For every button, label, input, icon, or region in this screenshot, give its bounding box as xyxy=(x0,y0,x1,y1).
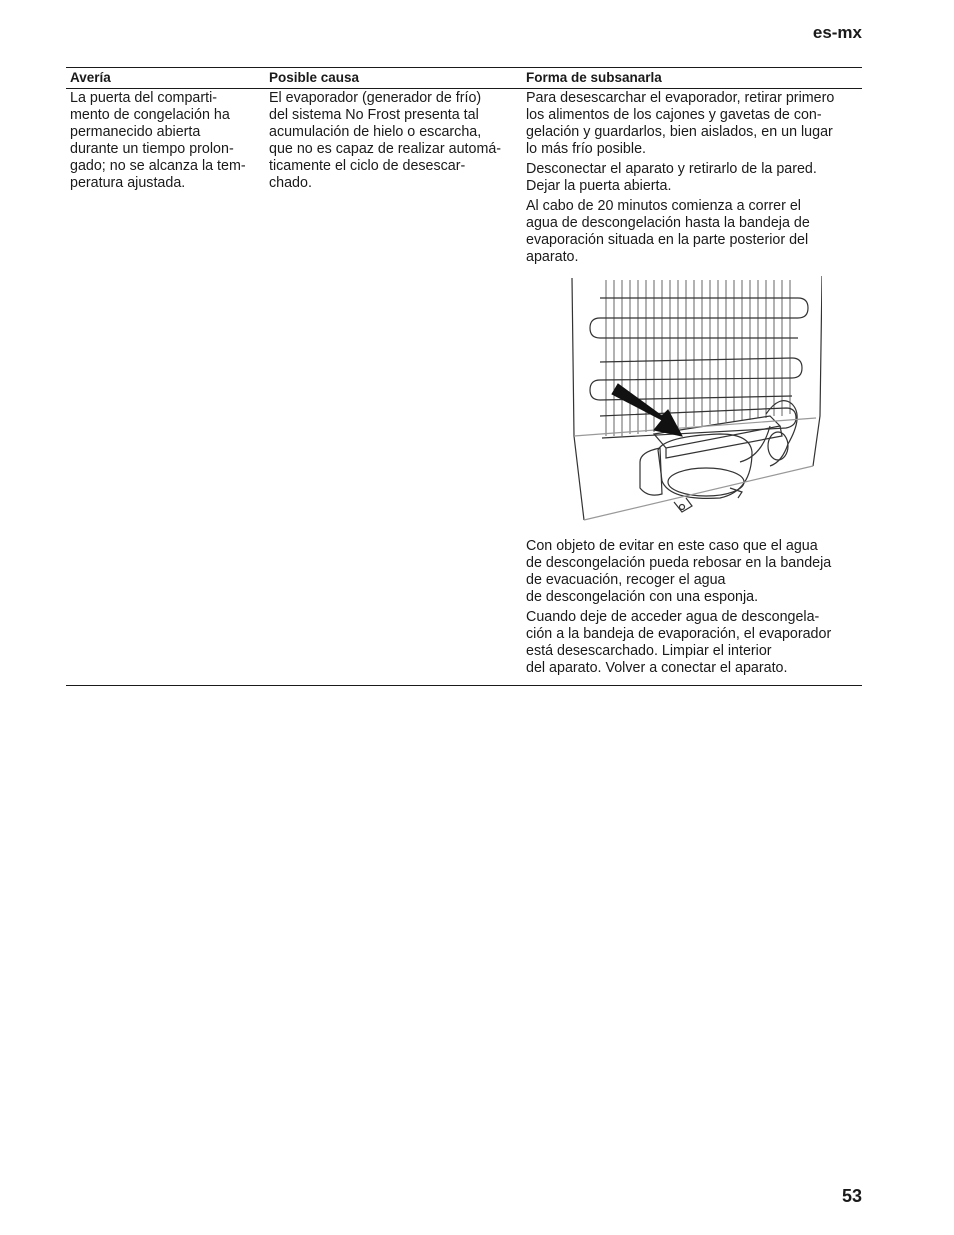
text-line: Cuando deje de acceder agua de descongela- xyxy=(526,609,820,626)
column-header-averia: Avería xyxy=(70,70,111,85)
text-line: acumulación de hielo o escarcha, xyxy=(269,123,482,140)
text-line: Dejar la puerta abierta. xyxy=(526,178,672,195)
paragraph-retirar-alimentos xyxy=(526,90,861,158)
paragraph-limpiar-conectar xyxy=(526,609,861,677)
language-code: es-mx xyxy=(812,23,862,42)
text-line: los alimentos de los cajones y gavetas de con- xyxy=(526,106,822,123)
text-line: de evacuación, recoger el agua xyxy=(526,571,726,588)
text-line: evaporación situada en la parte posterior del xyxy=(526,232,809,249)
text-line: peratura ajustada. xyxy=(70,174,186,191)
text-line: que no es capaz de realizar automá- xyxy=(269,140,502,157)
text-line: de descongelación pueda rebosar en la bandeja xyxy=(526,554,832,571)
page-number: 53 xyxy=(841,1186,862,1206)
text-line: está desescarchado. Limpiar el interior xyxy=(526,643,772,659)
cell-causa xyxy=(269,90,524,191)
cell-solucion xyxy=(526,90,861,680)
column-header-causa: Posible causa xyxy=(269,70,360,85)
text-line: aparato. xyxy=(526,249,579,266)
evaporator-tray-illustration xyxy=(570,276,822,524)
text-line: permanecido abierta xyxy=(70,123,201,140)
paragraph-recoger-agua xyxy=(526,538,861,606)
text-line: agua de descongelación hasta la bandeja de xyxy=(526,215,810,232)
paragraph-agua-descongelacion xyxy=(526,198,861,266)
text-line: del sistema No Frost presenta tal xyxy=(269,106,479,123)
text-line: durante un tiempo prolon- xyxy=(70,140,234,157)
column-header-solucion: Forma de subsanarla xyxy=(526,70,662,85)
text-line: mento de congelación ha xyxy=(70,106,230,123)
text-line: Con objeto de evitar en este caso que el agua xyxy=(526,538,818,555)
text-line: del aparato. Volver a conectar el aparato. xyxy=(526,659,788,676)
text-line: chado. xyxy=(269,174,312,191)
text-line: ticamente el ciclo de desescar- xyxy=(269,157,466,174)
text-line: La puerta del comparti- xyxy=(70,90,218,106)
text-line: Desconectar el aparato y retirarlo de la pared. xyxy=(526,161,817,178)
table-header-row xyxy=(66,68,862,89)
text-line: gado; no se alcanza la tem- xyxy=(70,157,246,174)
text-line: de descongelación con una esponja. xyxy=(526,588,759,605)
cell-averia xyxy=(70,90,265,191)
text-line: ción a la bandeja de evaporación, el evaporador xyxy=(526,626,832,643)
text-line: El evaporador (generador de frío) xyxy=(269,90,482,106)
text-line: Al cabo de 20 minutos comienza a correr el xyxy=(526,198,801,215)
text-line: Para desescarchar el evaporador, retirar primero xyxy=(526,90,835,106)
troubleshooting-table xyxy=(66,67,862,686)
text-line: lo más frío posible. xyxy=(526,140,646,157)
text-line: gelación y guardarlos, bien aislados, en un lugar xyxy=(526,123,833,140)
paragraph-desconectar xyxy=(526,161,861,195)
